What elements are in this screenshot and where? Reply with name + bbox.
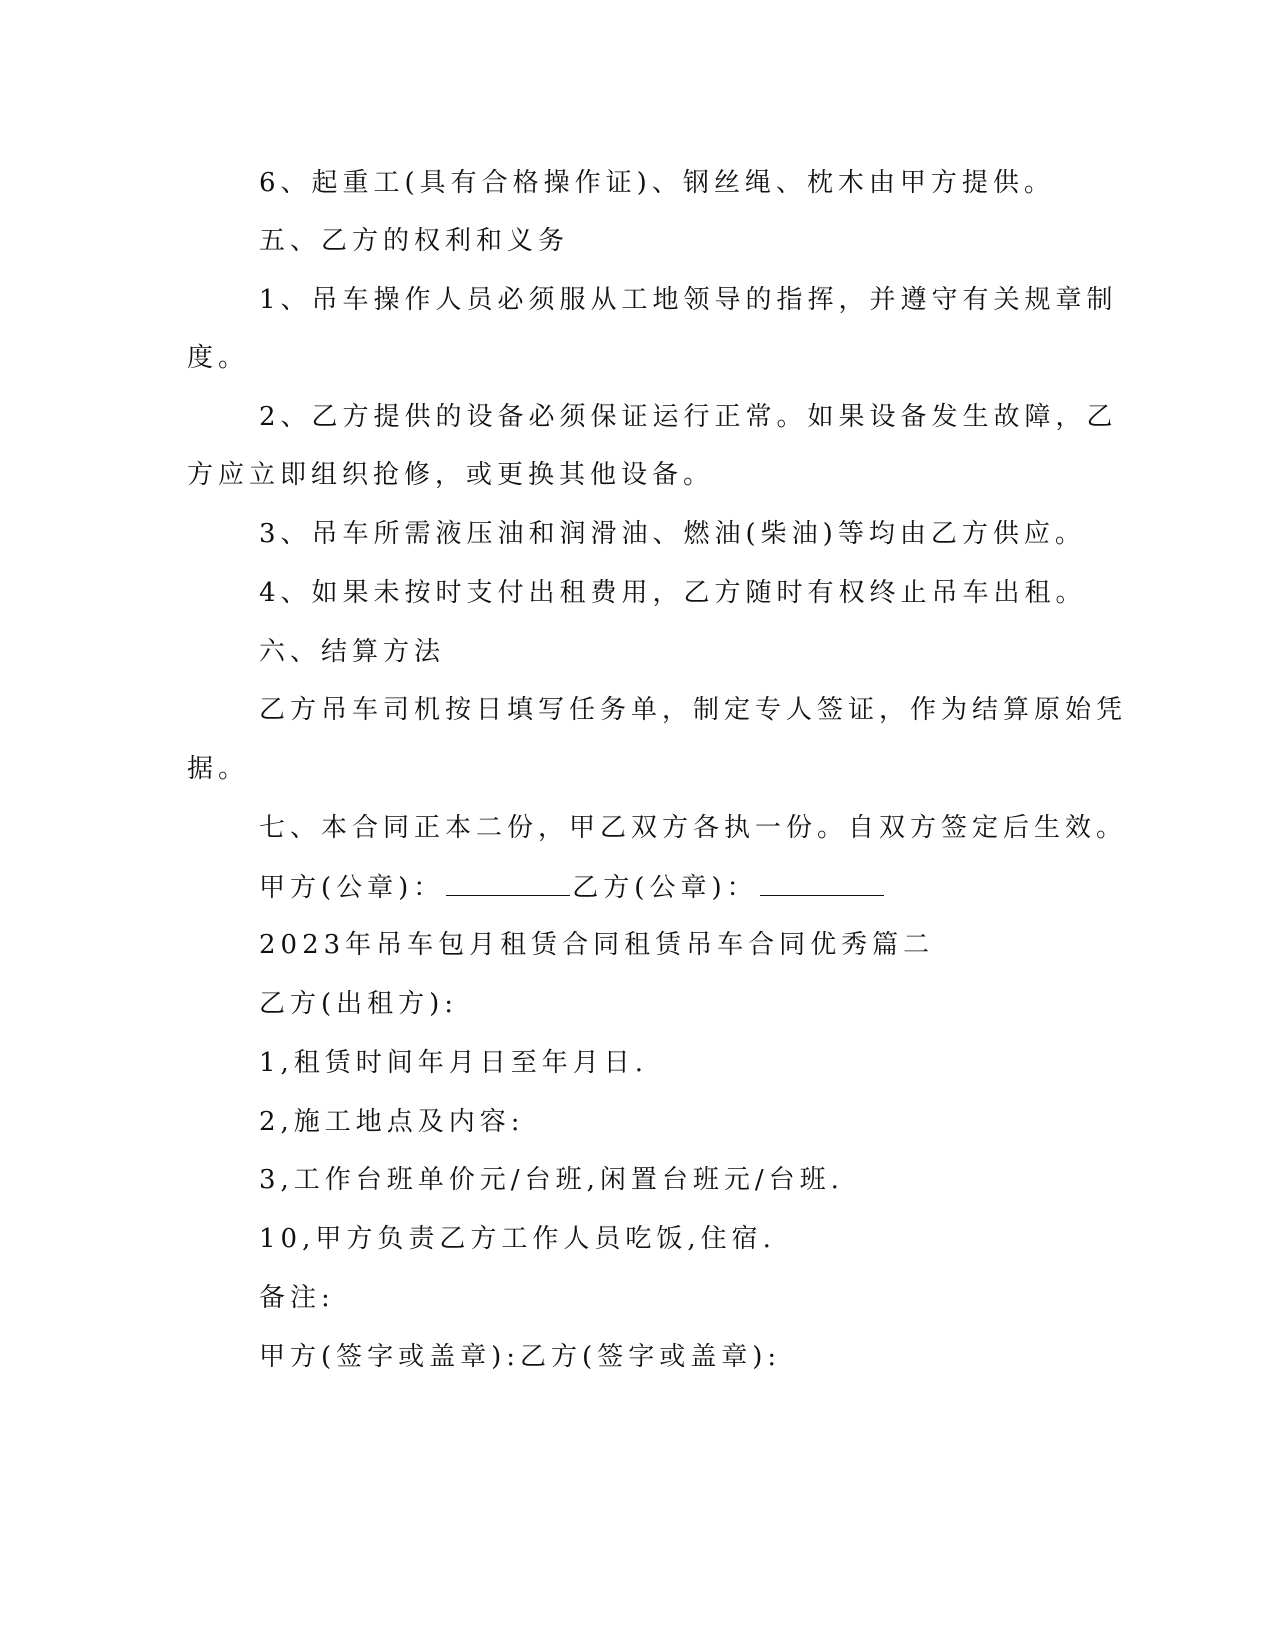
party-b-seal-label: 乙方(公章)： — [572, 873, 758, 903]
clause-2-equipment: 2、乙方提供的设备必须保证运行正常。如果设备发生故障，乙 — [259, 402, 1118, 432]
item-2-site: 2,施工地点及内容: — [259, 1107, 525, 1137]
item-10-meals-lodging: 10,甲方负责乙方工作人员吃饭,住宿. — [259, 1224, 776, 1254]
clause-6-crane-workers: 6、起重工(具有合格操作证)、钢丝绳、枕木由甲方提供。 — [259, 168, 1055, 198]
party-a-seal-blank[interactable] — [446, 873, 570, 896]
party-a-seal-label: 甲方(公章)： — [259, 873, 445, 903]
clause-1-operators: 1、吊车操作人员必须服从工地领导的指挥，并遵守有关规章制 — [259, 285, 1118, 315]
section-five-heading: 五、乙方的权利和义务 — [259, 226, 570, 256]
clause-1-operators-cont: 度。 — [187, 343, 250, 373]
clause-3-fuel: 3、吊车所需液压油和润滑油、燃油(柴油)等均由乙方供应。 — [259, 519, 1086, 549]
clause-2-equipment-cont: 方应立即组织抢修，或更换其他设备。 — [187, 460, 715, 490]
seal-line — [259, 873, 886, 901]
item-3-unit-price: 3,工作台班单价元/台班,闲置台班元/台班. — [259, 1165, 844, 1195]
item-1-lease-period: 1,租赁时间年月日至年月日. — [259, 1048, 649, 1078]
party-b-seal-blank[interactable] — [760, 873, 884, 896]
contract-two-title: 2023年吊车包月租赁合同租赁吊车合同优秀篇二 — [259, 930, 935, 960]
remarks-label: 备注: — [259, 1283, 335, 1313]
clause-4-payment: 4、如果未按时支付出租费用，乙方随时有权终止吊车出租。 — [259, 578, 1087, 608]
lessor-label: 乙方(出租方): — [259, 989, 459, 1019]
signature-line: 甲方(签字或盖章):乙方(签字或盖章): — [259, 1342, 782, 1372]
section-six-heading: 六、结算方法 — [259, 637, 446, 667]
section-seven-text: 七、本合同正本二份，甲乙双方各执一份。自双方签定后生效。 — [259, 813, 1128, 843]
settlement-text: 乙方吊车司机按日填写任务单，制定专人签证，作为结算原始凭 — [259, 695, 1128, 725]
settlement-text-cont: 据。 — [187, 754, 250, 784]
